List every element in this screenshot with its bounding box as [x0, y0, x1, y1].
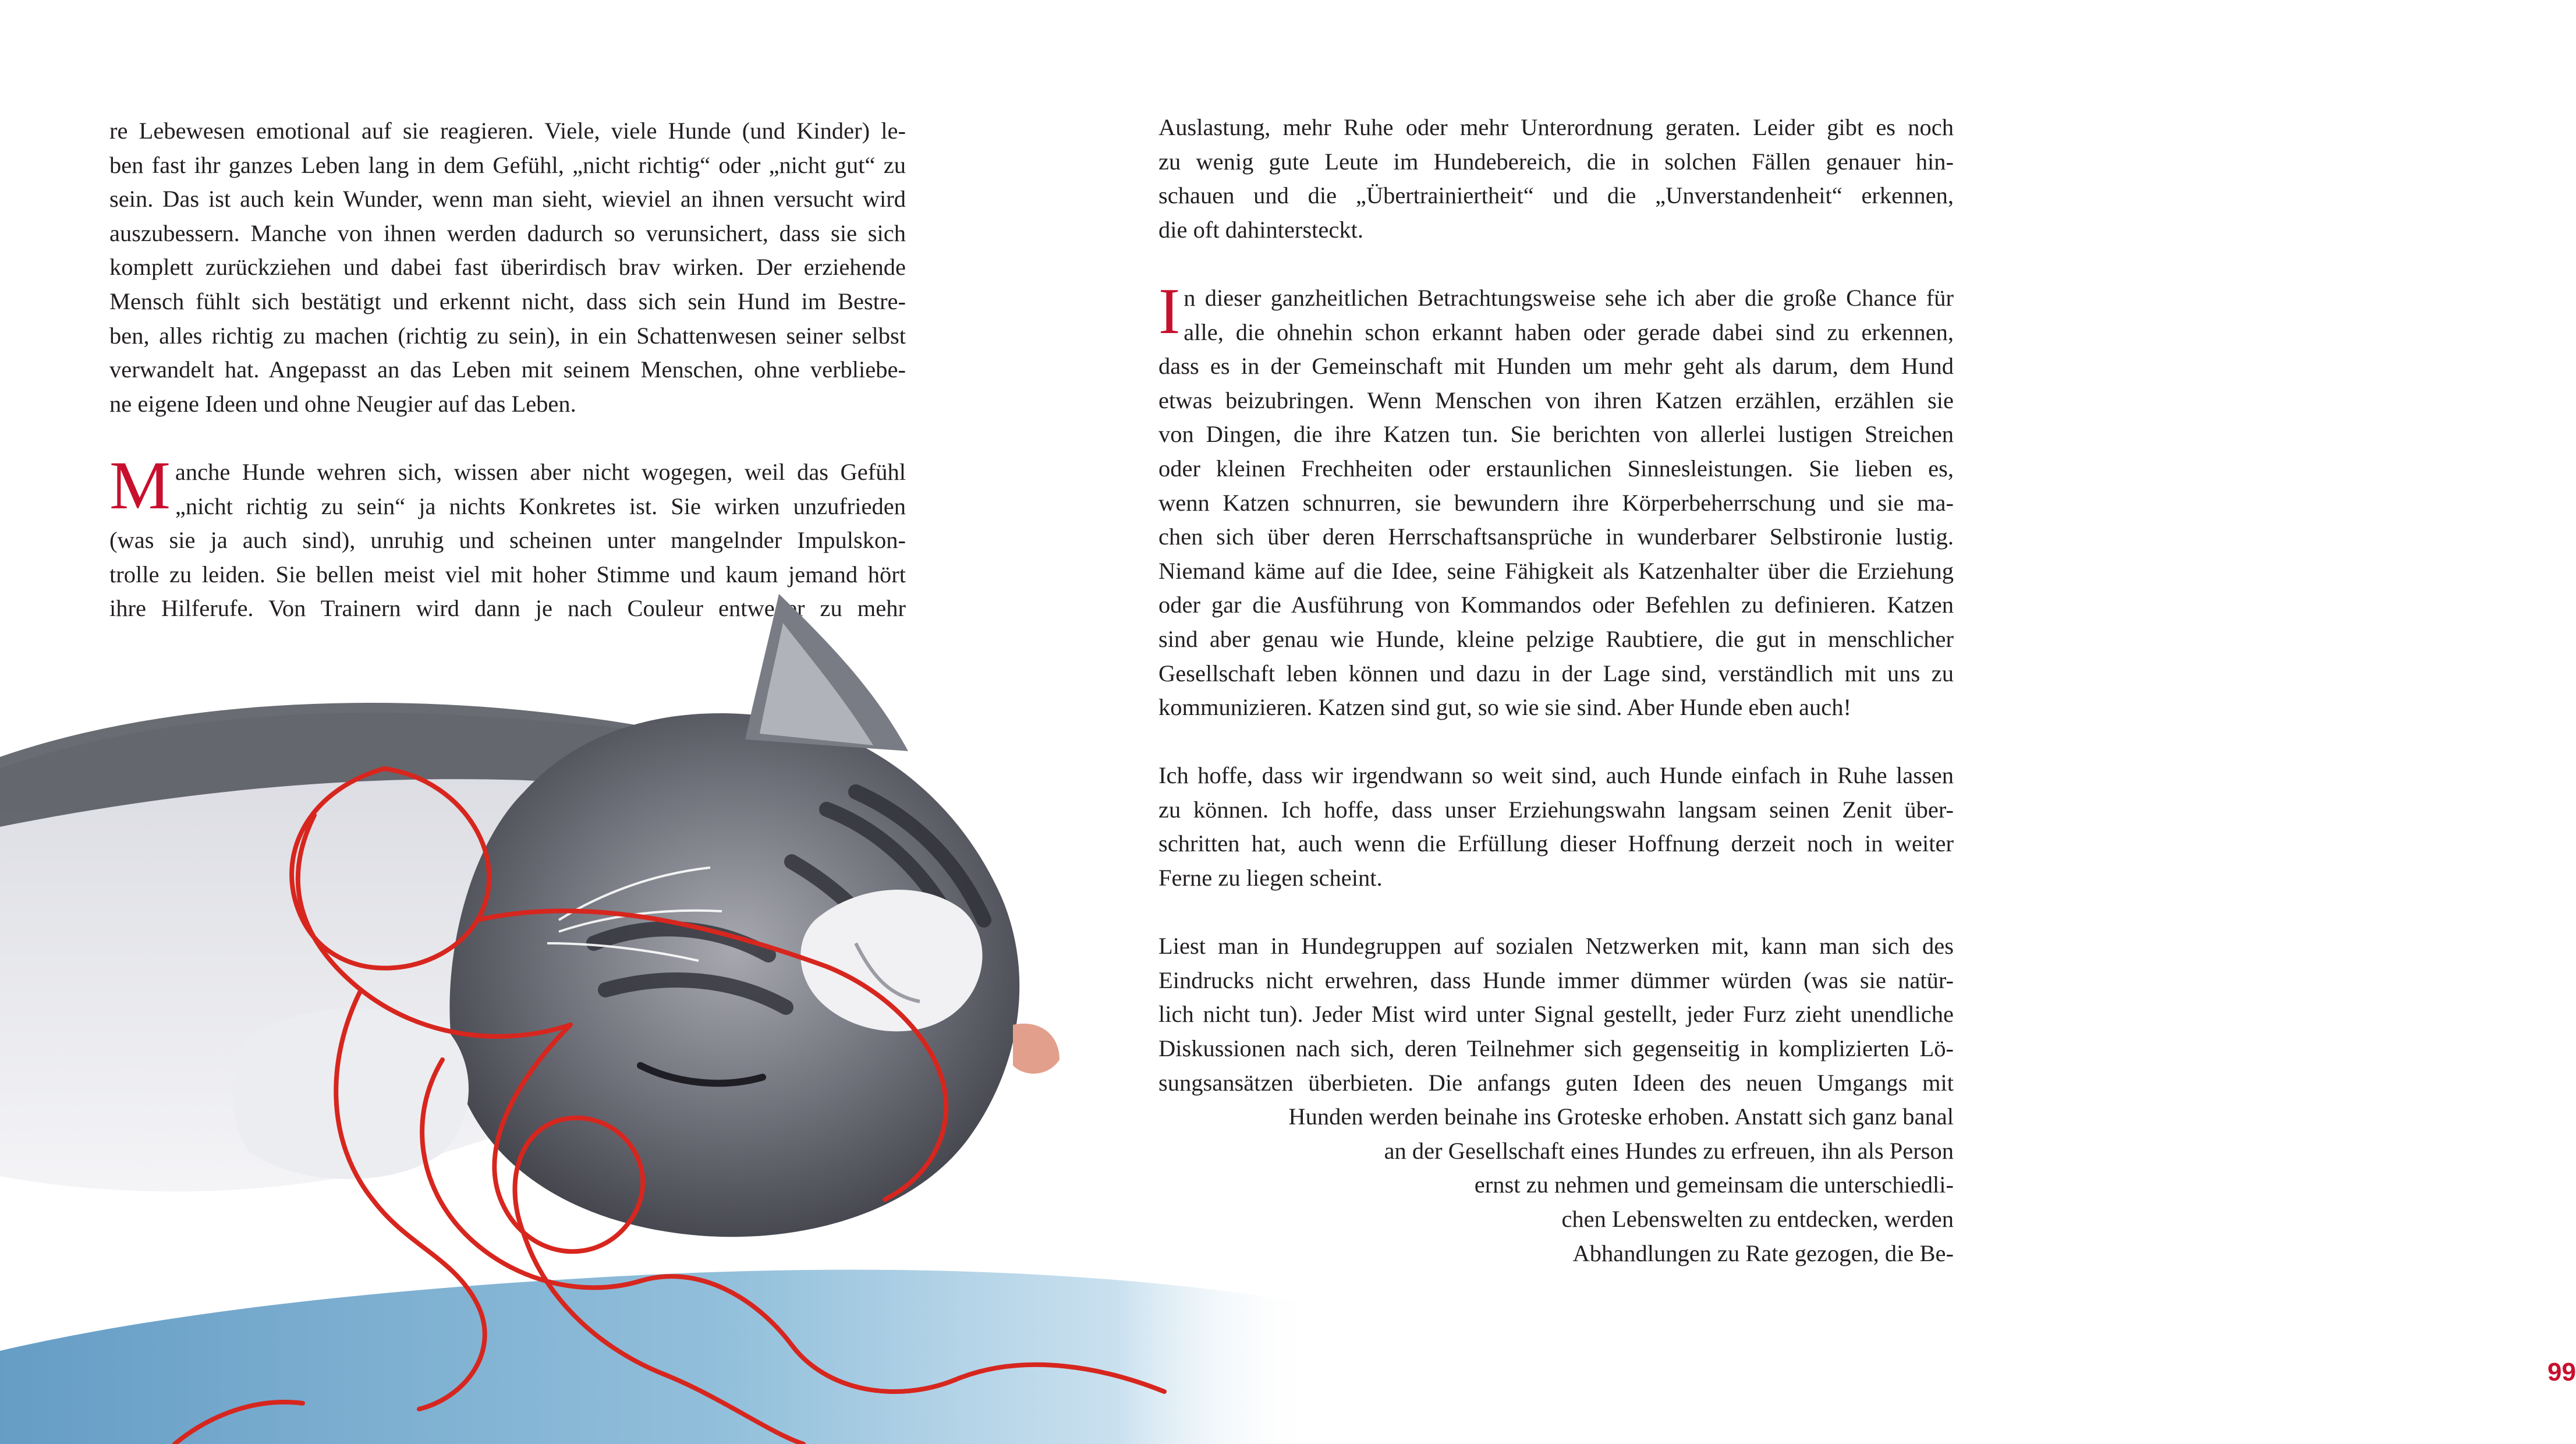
text-line: auszubessern. Manche von ihnen werden dadurch so verunsichert, dass sie sich — [109, 220, 906, 246]
cat-chin — [233, 1008, 469, 1179]
page-number: 99 — [2547, 1358, 2576, 1386]
text-line: anche Hunde wehren sich, wissen aber nicht wogegen, weil das Gefühl — [175, 458, 906, 485]
text-line: re Lebewesen emotional auf sie reagieren. Viele, viele Hunde (und Kinder) le- — [109, 118, 906, 144]
text-line: schauen und die „Übertrainiertheit“ und die „Unverstandenheit“ erkennen, — [1158, 182, 1954, 209]
text-line: Hunden werden beinahe ins Groteske erhoben. Anstatt sich ganz banal — [1288, 1103, 1954, 1130]
text-line: Niemand käme auf die Idee, seine Fähigkeit als Katzenhalter über die Erziehung — [1158, 557, 1954, 584]
left-paragraph-2 — [109, 447, 906, 626]
text-line: oder gar die Ausführung von Kommandos oder Befehlen zu definieren. Katzen — [1158, 592, 1954, 618]
right-paragraph-1 — [1158, 111, 1954, 247]
text-line: verwandelt hat. Angepasst an das Leben mit seinem Menschen, ohne verbliebe- — [109, 356, 906, 383]
text-line: dass es in der Gemeinschaft mit Hunden um mehr geht als darum, dem Hund — [1158, 353, 1954, 380]
text-line: Auslastung, mehr Ruhe oder mehr Unterordnung geraten. Leider gibt es noch — [1158, 114, 1954, 140]
text-line: Abhandlungen zu Rate gezogen, die Be- — [1572, 1240, 1954, 1266]
text-line: (was sie ja auch sind), unruhig und scheinen unter mangelnder Impulskon- — [109, 527, 906, 554]
text-line: an der Gesellschaft eines Hundes zu erfreuen, ihn als Person — [1384, 1137, 1954, 1164]
text-line: trolle zu leiden. Sie bellen meist viel mit hoher Stimme und kaum jemand hört — [109, 561, 906, 587]
text-line: Gesellschaft leben können und dazu in der Lage sind, verständlich mit uns zu — [1158, 660, 1954, 686]
text-line: n dieser ganzheitlichen Betrachtungsweise sehe ich aber die große Chance für — [1184, 284, 1954, 311]
text-line: „nicht richtig zu sein“ ja nichts Konkretes ist. Sie wirken unzufrieden — [175, 493, 906, 519]
text-line: Eindrucks nicht erwehren, dass Hunde immer dümmer würden (was sie natür- — [1158, 967, 1954, 993]
drop-cap: M — [109, 447, 171, 523]
text-line: ihre Hilferufe. Von Trainern wird dann je nach Couleur entweder zu mehr — [109, 595, 906, 622]
text-line: sein. Das ist auch kein Wunder, wenn man sieht, wieviel an ihnen versucht wird — [109, 186, 906, 213]
text-line: chen Lebenswelten zu entdecken, werden — [1561, 1206, 1954, 1232]
right-page — [1018, 0, 2576, 1444]
right-paragraph-4-wrap — [1158, 1100, 1954, 1270]
text-line: oder kleinen Frechheiten oder erstaunlichen Sinnesleistungen. Sie lieben es, — [1158, 455, 1954, 482]
text-line: Ferne zu liegen scheint. — [1158, 865, 1383, 891]
left-text-block — [109, 114, 906, 626]
text-line: ernst zu nehmen und gemeinsam die unterschiedli- — [1474, 1172, 1954, 1198]
drop-cap: I — [1158, 275, 1181, 348]
text-line: sind aber genau wie Hunde, kleine pelzige Raubtiere, die gut in menschlicher — [1158, 625, 1954, 652]
text-line: zu können. Ich hoffe, dass unser Erziehungswahn langsam seinen Zenit über- — [1158, 796, 1954, 823]
text-line: Diskussionen nach sich, deren Teilnehmer sich gegenseitig in komplizierten Lö- — [1158, 1035, 1954, 1062]
right-paragraph-3 — [1158, 759, 1954, 895]
text-line: ben fast ihr ganzes Leben lang in dem Gefühl, „nicht richtig“ oder „nicht gut“ zu — [109, 151, 906, 178]
right-paragraph-2 — [1158, 275, 1954, 725]
text-line: lich nicht tun). Jeder Mist wird unter Signal gestellt, jeder Furz zieht unendliche — [1158, 1001, 1954, 1028]
text-line: Liest man in Hundegruppen auf sozialen Netzwerken mit, kann man sich des — [1158, 933, 1954, 960]
right-text-block — [1158, 111, 1954, 1270]
text-line: zu wenig gute Leute im Hundebereich, die in solchen Fällen genauer hin- — [1158, 148, 1954, 175]
text-line: etwas beizubringen. Wenn Menschen von ihren Katzen erzählen, erzählen sie — [1158, 387, 1954, 413]
text-line: chen sich über deren Herrschaftsansprüche in wunderbarer Selbstironie lustig. — [1158, 523, 1954, 550]
text-line: Mensch fühlt sich bestätigt und erkennt nicht, dass sich sein Hund im Bestre- — [109, 288, 906, 314]
text-line: schritten hat, auch wenn die Erfüllung dieser Hoffnung derzeit noch in weiter — [1158, 830, 1954, 857]
right-paragraph-4 — [1158, 929, 1954, 1100]
text-line: sungsansätzen überbieten. Die anfangs guten Ideen des neuen Umgangs mit — [1158, 1069, 1954, 1096]
text-line: komplett zurückziehen und dabei fast überirdisch brav wirken. Der erziehende — [109, 254, 906, 281]
text-line: ben, alles richtig zu machen (richtig zu sein), in ein Schattenwesen seiner selbst — [109, 322, 906, 349]
text-line: ne eigene Ideen und ohne Neugier auf das Leben. — [109, 390, 576, 417]
text-line: wenn Katzen schnurren, sie bewundern ihre Körperbeherrschung und sie ma- — [1158, 489, 1954, 516]
text-line: alle, die ohnehin schon erkannt haben oder gerade dabei sind zu erkennen, — [1184, 318, 1954, 345]
left-paragraph-1 — [109, 114, 906, 421]
text-line: kommunizieren. Katzen sind gut, so wie sie sind. Aber Hunde eben auch! — [1158, 694, 1851, 721]
text-line: die oft dahintersteckt. — [1158, 216, 1364, 243]
text-line: von Dingen, die ihre Katzen tun. Sie berichten von allerlei lustigen Streichen — [1158, 421, 1954, 448]
text-line: Ich hoffe, dass wir irgendwann so weit sind, auch Hunde einfach in Ruhe lassen — [1158, 762, 1954, 789]
